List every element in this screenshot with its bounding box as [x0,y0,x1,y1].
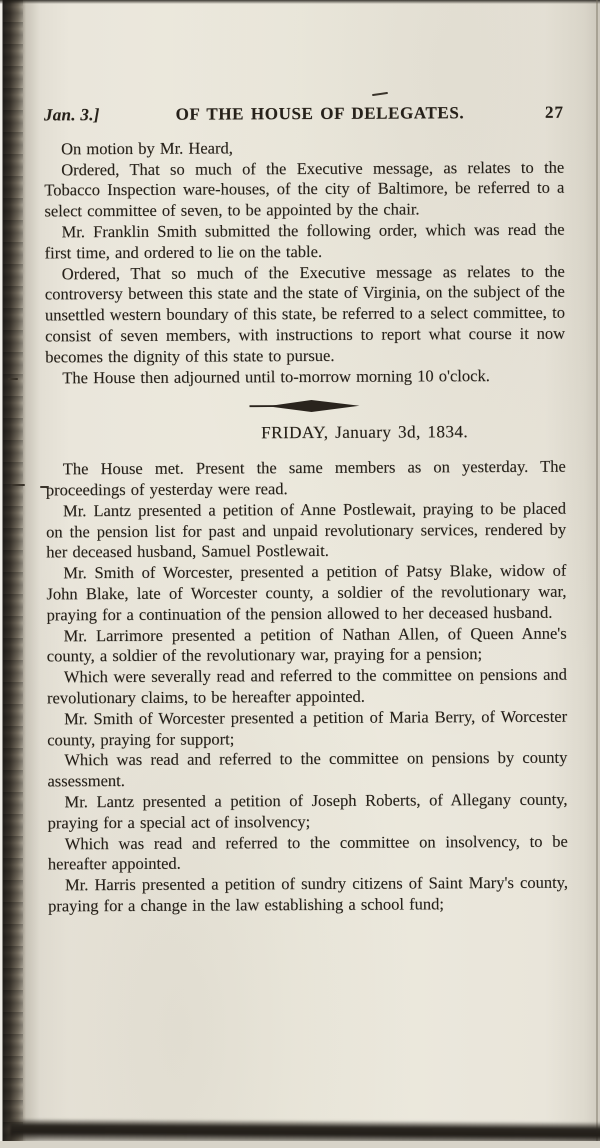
journal-paragraph: Mr. Harris presented a petition of sundry citizens of Saint Mary's county, praying for a change in the law establishing a school fund; [48,872,569,916]
journal-paragraph: Mr. Lantz presented a petition of Joseph Roberts, of Allegany county, praying for a special act of insolvency; [47,789,568,833]
page-content [44,103,568,917]
journal-paragraph: Which was read and referred to the committee on pensions by county assessment. [47,747,568,791]
scan-edge-top [0,0,600,4]
scan-artifact-mark [12,484,25,486]
journal-paragraph: Mr. Smith of Worcester, presented a petition of Patsy Blake, widow of John Blake, late of Worcester county, a soldier of the revolutionary war, praying for a continuation of the pension allowed to her deceased husband. [46,560,567,625]
journal-paragraph: The House met. Present the same members as on yesterday. The proceedings of yesterday were read. [45,456,566,500]
journal-paragraph: Mr. Smith of Worcester presented a petition of Maria Berry, of Worcester county, praying for support; [47,706,568,749]
header-date: Jan. 3.] [43,105,100,125]
scan-artifact-mark [372,92,388,96]
journal-paragraph: The House then adjourned until to-morrow morning 10 o'clock. [62,365,490,387]
scan-edge-bottom-paper [0,1141,600,1148]
session-heading: FRIDAY, January 3d, 1834. [261,422,469,443]
binding-shadow [3,0,23,1148]
scan-artifact-mark [8,378,18,380]
scan-edge-right [596,0,598,1148]
section-divider [45,397,565,418]
header-page-number: 27 [544,102,564,122]
journal-paragraph: Which was read and referred to the committee on insolvency, to be hereafter appointed. [47,831,568,874]
journal-paragraph: Mr. Franklin Smith submitted the following order, which was read the first time, and ordered to lie on the table. [44,219,565,263]
journal-paragraph: Ordered, That so much of the Executive message as relates to the controversy between this state and the state of Virginia, on the subject of the unsettled western boundary of this state, be referred to a select committee, to consist of seven members, with instructions to report what course it now becomes the dignity of this state to pursue. [44,261,566,367]
journal-paragraph: Mr. Lantz presented a petition of Anne Postlewait, praying to be placed on the pension list for past and unpaid revolutionary services, rendered by her deceased husband, Samuel Postlewait. [46,498,567,562]
journal-paragraph: Which were severally read and referred to the committee on pensions and revolutionary claims, to be hereafter appointed. [46,664,567,708]
header-title: OF THE HOUSE OF DELEGATES. [175,103,465,124]
journal-paragraph: Mr. Larrimore presented a petition of Nathan Allen, of Queen Anne's county, a soldier of the revolutionary war, praying for a pension; [46,623,567,666]
diamond-rule-ornament-icon [249,398,361,415]
journal-paragraph: On motion by Mr. Heard, [61,138,233,159]
page-header [44,103,564,127]
journal-paragraph: Ordered, That so much of the Executive message, as relates to the Tobacco Inspection ware-houses, of the city of Baltimore, be referred to a select committee of seven, to be appointed by the chair. [44,157,565,221]
